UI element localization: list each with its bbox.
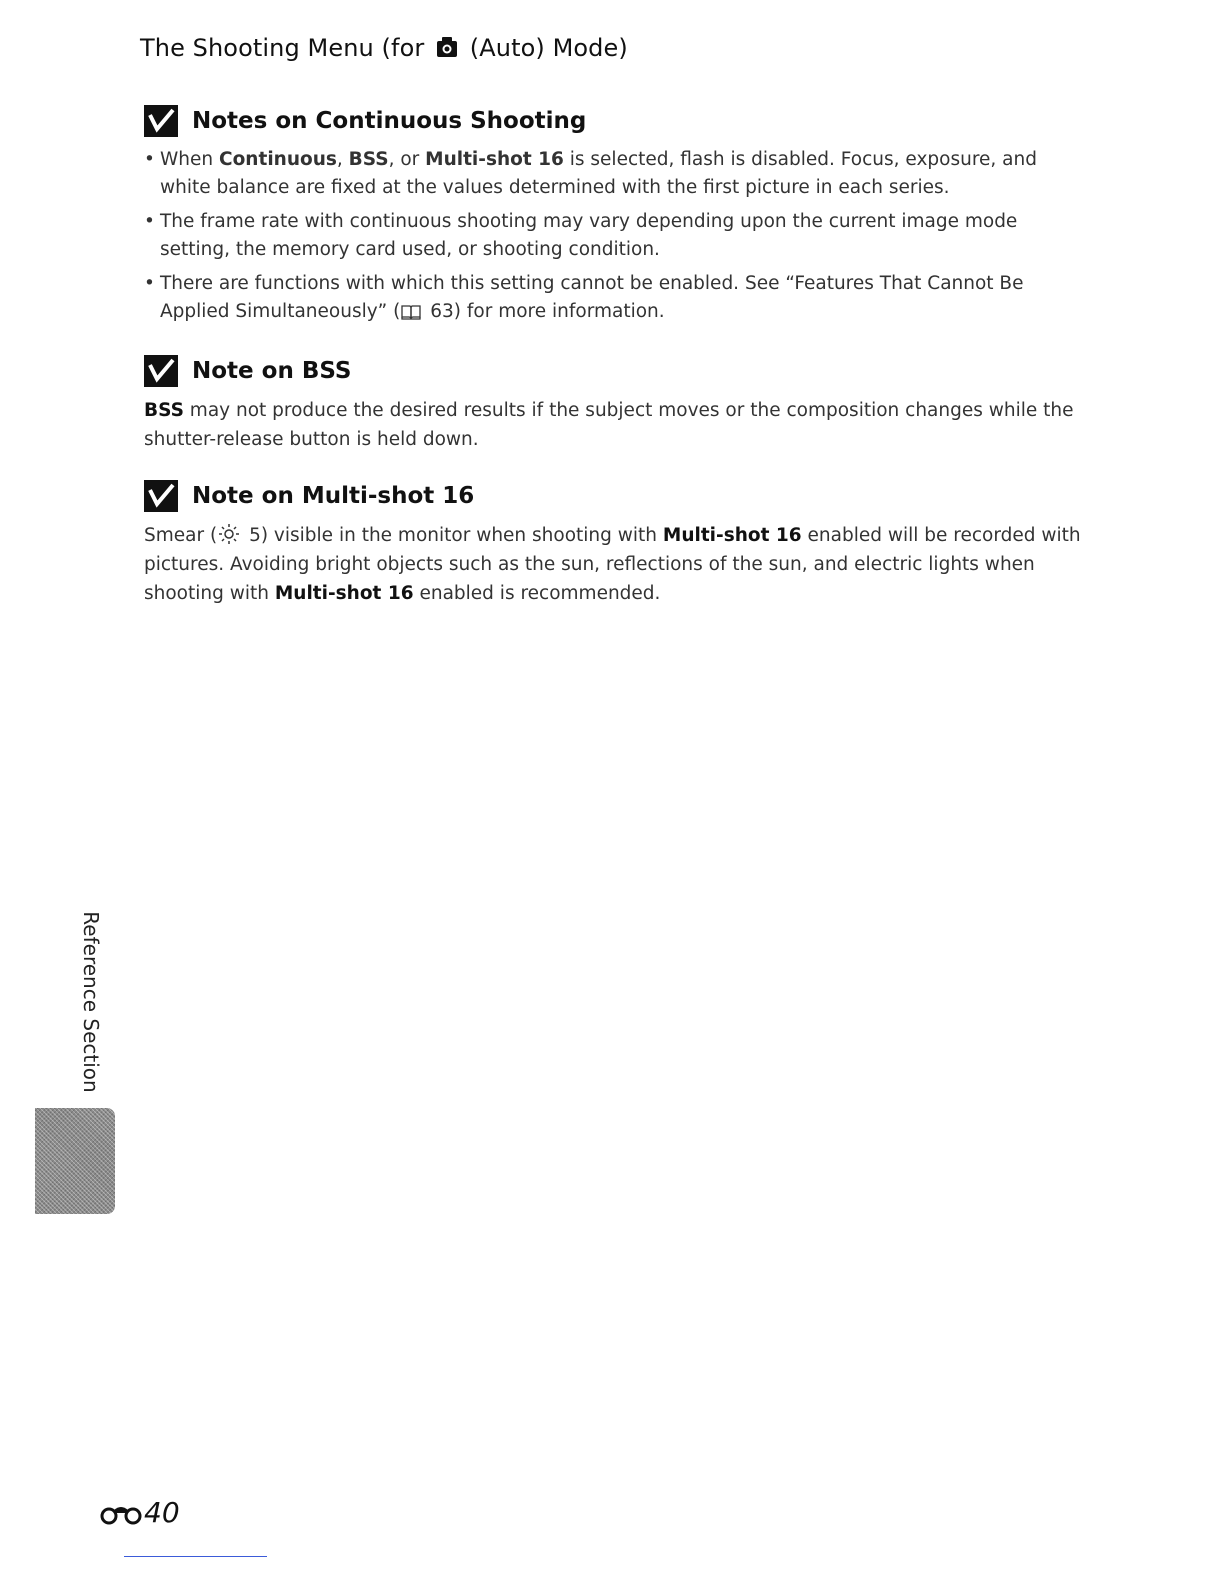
note-heading bbox=[144, 479, 1084, 513]
camera-auto-icon bbox=[436, 36, 458, 58]
term-multi-shot-16: Multi-shot 16 bbox=[274, 583, 414, 604]
page-header bbox=[140, 34, 628, 62]
text-run: When bbox=[160, 149, 220, 170]
list-item bbox=[144, 208, 1084, 264]
note-heading bbox=[144, 104, 1084, 138]
caution-check-icon bbox=[144, 105, 178, 137]
note-title: Note on BSS bbox=[192, 358, 352, 384]
note-bss bbox=[144, 354, 1084, 454]
page-number bbox=[100, 1496, 180, 1529]
note-heading bbox=[144, 354, 1084, 388]
term-bss: BSS bbox=[348, 149, 389, 170]
list-item bbox=[144, 270, 1084, 326]
caution-check-icon bbox=[144, 480, 178, 512]
side-section-label bbox=[61, 912, 121, 1092]
text-run: , bbox=[336, 149, 349, 170]
list-item bbox=[144, 146, 1084, 202]
term-continuous: Continuous bbox=[219, 149, 337, 170]
text-run: 5) visible in the monitor when shooting with bbox=[243, 525, 663, 546]
text-run: The frame rate with continuous shooting may vary depending upon the current image mode setting, the memory card used, or shooting condition. bbox=[160, 211, 1018, 260]
page-header-text-start: The Shooting Menu (for bbox=[140, 34, 425, 62]
bullet-list bbox=[144, 146, 1084, 326]
note-paragraph bbox=[144, 396, 1084, 454]
term-multi-shot-16: Multi-shot 16 bbox=[425, 149, 564, 170]
note-title: Note on Multi-shot 16 bbox=[192, 483, 475, 509]
text-run: is selected, flash is disabled. Focus, exposure, and white balance are fixed at the values determined with the first picture in each series. bbox=[160, 149, 1037, 198]
page-header-text-end: (Auto) Mode) bbox=[469, 34, 628, 62]
text-run: There are functions with which this setting cannot be enabled. See “Features That Cannot Be Applied Simultaneously” ( bbox=[160, 273, 1024, 322]
page-number-text: 40 bbox=[144, 1496, 180, 1529]
note-paragraph bbox=[144, 521, 1084, 608]
text-run: enabled will be recorded with pictures. Avoiding bright objects such as the sun, reflections of the sun, and electric lights when shooting with bbox=[144, 525, 1081, 604]
note-multi-shot-16 bbox=[144, 479, 1084, 608]
note-title: Notes on Continuous Shooting bbox=[192, 108, 587, 134]
footer-rule bbox=[124, 1556, 267, 1557]
caution-check-icon bbox=[144, 355, 178, 387]
section-tab-marker bbox=[35, 1108, 115, 1214]
note-continuous-shooting bbox=[144, 104, 1084, 332]
book-icon bbox=[401, 304, 421, 320]
smear-sun-icon bbox=[218, 523, 240, 545]
text-run: , or bbox=[388, 149, 426, 170]
text-run: enabled is recommended. bbox=[413, 583, 661, 604]
text-run: Smear ( bbox=[144, 525, 218, 546]
text-run: may not produce the desired results if the subject moves or the composition changes while the shutter-release button is held down. bbox=[144, 400, 1074, 450]
side-section-label-text: Reference Section bbox=[79, 911, 103, 1093]
term-bss: BSS bbox=[144, 400, 184, 421]
reference-section-icon bbox=[100, 1500, 142, 1526]
term-multi-shot-16: Multi-shot 16 bbox=[662, 525, 802, 546]
text-run: 63) for more information. bbox=[424, 301, 665, 322]
